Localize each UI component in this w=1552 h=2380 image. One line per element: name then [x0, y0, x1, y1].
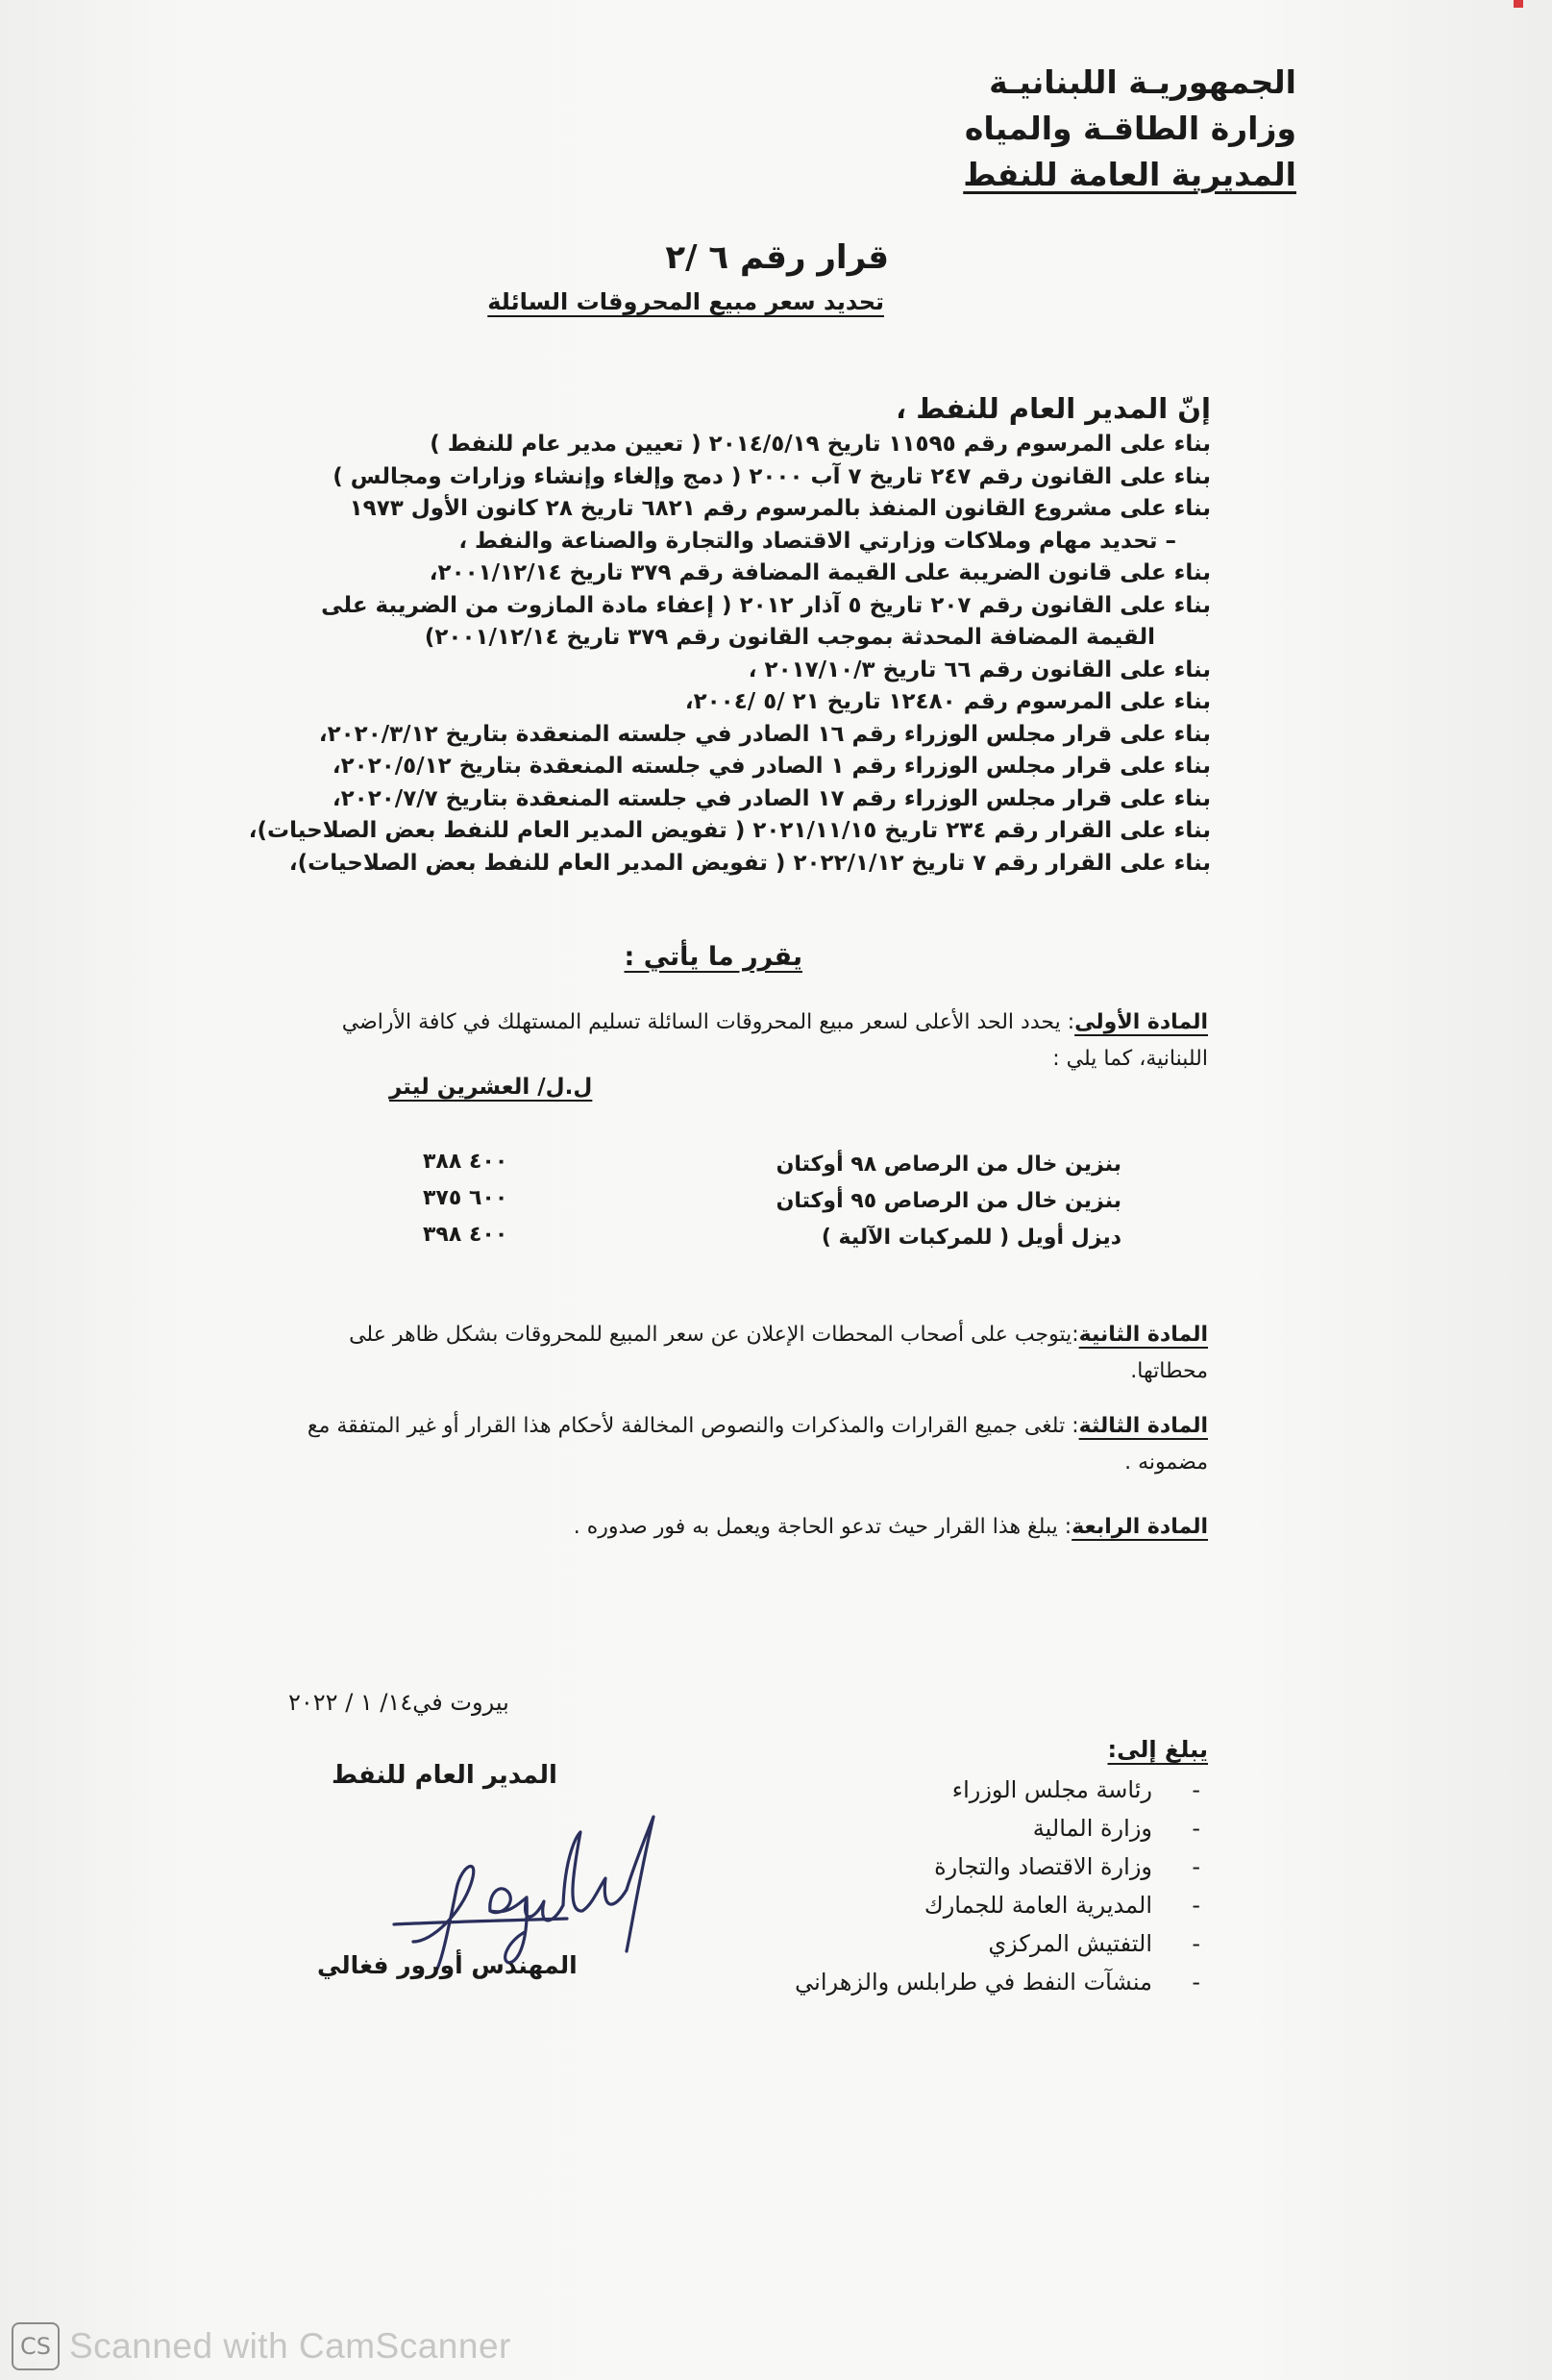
article-third-label: المادة الثالثة	[1078, 1414, 1208, 1438]
letterhead	[963, 60, 1296, 198]
consideration-item: بناء على مشروع القانون المنفذ بالمرسوم رقم ٦٨٢١ تاريخ ٢٨ كانون الأول ١٩٧٣	[349, 496, 1211, 521]
consideration-item: بناء على القانون رقم ٢٤٧ تاريخ ٧ آب ٢٠٠٠ ( دمج وإلغاء وإنشاء وزارات ومجالس )	[333, 463, 1211, 489]
article-fourth-label: المادة الرابعة	[1072, 1515, 1208, 1539]
consideration-item: بناء على القرار رقم ٧ تاريخ ٢٠٢٢/١/١٢ ( تفويض المدير العام للنفط بعض الصلاحيات)،	[288, 850, 1211, 876]
considerations-list	[250, 429, 1211, 880]
camscanner-text: Scanned with CamScanner	[69, 2326, 511, 2366]
price-unit-label: ل.ل/ العشرين ليتر	[389, 1075, 593, 1100]
recipient-item: - المديرية العامة للجمارك	[795, 1886, 1208, 1924]
recipient-item: - وزارة المالية	[795, 1809, 1208, 1847]
fuel-names	[776, 1147, 1121, 1256]
recipient-item: - منشآت النفط في طرابلس والزهراني	[795, 1963, 1208, 2001]
consideration-item: بناء على المرسوم رقم ١١٥٩٥ تاريخ ٢٠١٤/٥/١٩ ( تعيين مدير عام للنفط )	[430, 432, 1211, 457]
article-third	[285, 1408, 1208, 1481]
article-fourth-text: : يبلغ هذا القرار حيث تدعو الحاجة ويعمل به فور صدوره .	[573, 1515, 1072, 1539]
decision-title: قرار رقم ٦ /٢	[665, 238, 889, 277]
notify-list	[795, 1771, 1208, 2001]
letterhead-republic: الجمهوريـة اللبنانيـة	[989, 63, 1296, 101]
consideration-item: بناء على قرار مجلس الوزراء رقم ١٦ الصادر في جلسته المنعقدة بتاريخ ٢٠٢٠/٣/١٢،	[318, 721, 1211, 747]
fuel-price: ٦٠٠ ٣٧٥	[423, 1186, 508, 1210]
fuel-name: ديزل أويل ( للمركبات الآلية )	[821, 1226, 1121, 1250]
article-second-text: :يتوجب على أصحاب المحطات الإعلان عن سعر المبيع للمحروقات بشكل ظاهر على محطاتها.	[349, 1323, 1208, 1383]
article-first	[285, 1004, 1208, 1078]
intro-line: إنّ المدير العام للنفط ،	[896, 392, 1211, 425]
fuel-name: بنزين خال من الرصاص ٩٥ أوكتان	[776, 1189, 1121, 1213]
consideration-item: بناء على قرار مجلس الوزراء رقم ١٧ الصادر في جلسته المنعقدة بتاريخ ٢٠٢٠/٧/٧،	[332, 785, 1211, 811]
signatory-name: المهندس أورور فغالي	[317, 1951, 578, 1979]
article-first-text: : يحدد الحد الأعلى لسعر مبيع المحروقات السائلة تسليم المستهلك في كافة الأراضي اللبنانية، كما يلي :	[341, 1010, 1208, 1071]
recipient-item: - وزارة الاقتصاد والتجارة	[795, 1847, 1208, 1886]
signatory-title: المدير العام للنفط	[332, 1761, 557, 1790]
fuel-name: بنزين خال من الرصاص ٩٨ أوكتان	[776, 1153, 1121, 1177]
consideration-item: بناء على قرار مجلس الوزراء رقم ١ الصادر في جلسته المنعقدة بتاريخ ٢٠٢٠/٥/١٢،	[332, 754, 1211, 779]
notify-block	[795, 1730, 1208, 2001]
decision-subtitle: تحديد سعر مبيع المحروقات السائلة	[487, 288, 884, 315]
consideration-item: بناء على القانون رقم ٢٠٧ تاريخ ٥ آذار ٢٠١٢ ( إعفاء مادة المازوت من الضريبة على	[321, 592, 1211, 618]
article-third-text: : تلغى جميع القرارات والمذكرات والنصوص المخالفة لأحكام هذا القرار أو غير المتفقة مع مضمونه .	[307, 1414, 1208, 1475]
consideration-item: بناء على قانون الضريبة على القيمة المضافة رقم ٣٧٩ تاريخ ٢٠٠١/١٢/١٤،	[429, 560, 1211, 585]
decides-heading: يقرر ما يأتي :	[624, 942, 802, 972]
consideration-item: القيمة المضافة المحدثة بموجب القانون رقم ٣٧٩ تاريخ ٢٠٠١/١٢/١٤)	[424, 625, 1155, 650]
article-first-label: المادة الأولى	[1074, 1010, 1208, 1034]
article-second-label: المادة الثانية	[1078, 1323, 1208, 1347]
letterhead-directorate: المديرية العامة للنفط	[963, 156, 1296, 193]
fuel-price: ٤٠٠ ٣٩٨	[423, 1223, 508, 1247]
place-date: بيروت في١٤/ ١ / ٢٠٢٢	[288, 1689, 509, 1716]
consideration-item: – تحديد مهام وملاكات وزارتي الاقتصاد والتجارة والصناعة والنفط ،	[458, 528, 1176, 554]
recipient-item: - التفتيش المركزي	[795, 1924, 1208, 1963]
consideration-item: بناء على القانون رقم ٦٦ تاريخ ٢٠١٧/١٠/٣ ،	[748, 657, 1211, 682]
camscanner-logo-icon: CS	[12, 2322, 60, 2370]
fuel-prices	[423, 1144, 507, 1253]
fuel-price: ٤٠٠ ٣٨٨	[423, 1150, 508, 1174]
article-second	[285, 1317, 1208, 1390]
red-mark	[1514, 0, 1523, 8]
camscanner-watermark	[0, 2321, 673, 2371]
consideration-item: بناء على القرار رقم ٢٣٤ تاريخ ٢٠٢١/١١/١٥ ( تفويض المدير العام للنفط بعض الصلاحيات)،	[248, 818, 1211, 843]
recipient-item: - رئاسة مجلس الوزراء	[795, 1771, 1208, 1809]
consideration-item: بناء على المرسوم رقم ١٢٤٨٠ تاريخ ٢١ /٥ /٢٠٠٤،	[684, 689, 1211, 714]
letterhead-ministry: وزارة الطاقـة والمياه	[964, 110, 1296, 147]
article-fourth	[285, 1509, 1208, 1546]
notify-title: يبلغ إلى:	[1107, 1736, 1208, 1763]
